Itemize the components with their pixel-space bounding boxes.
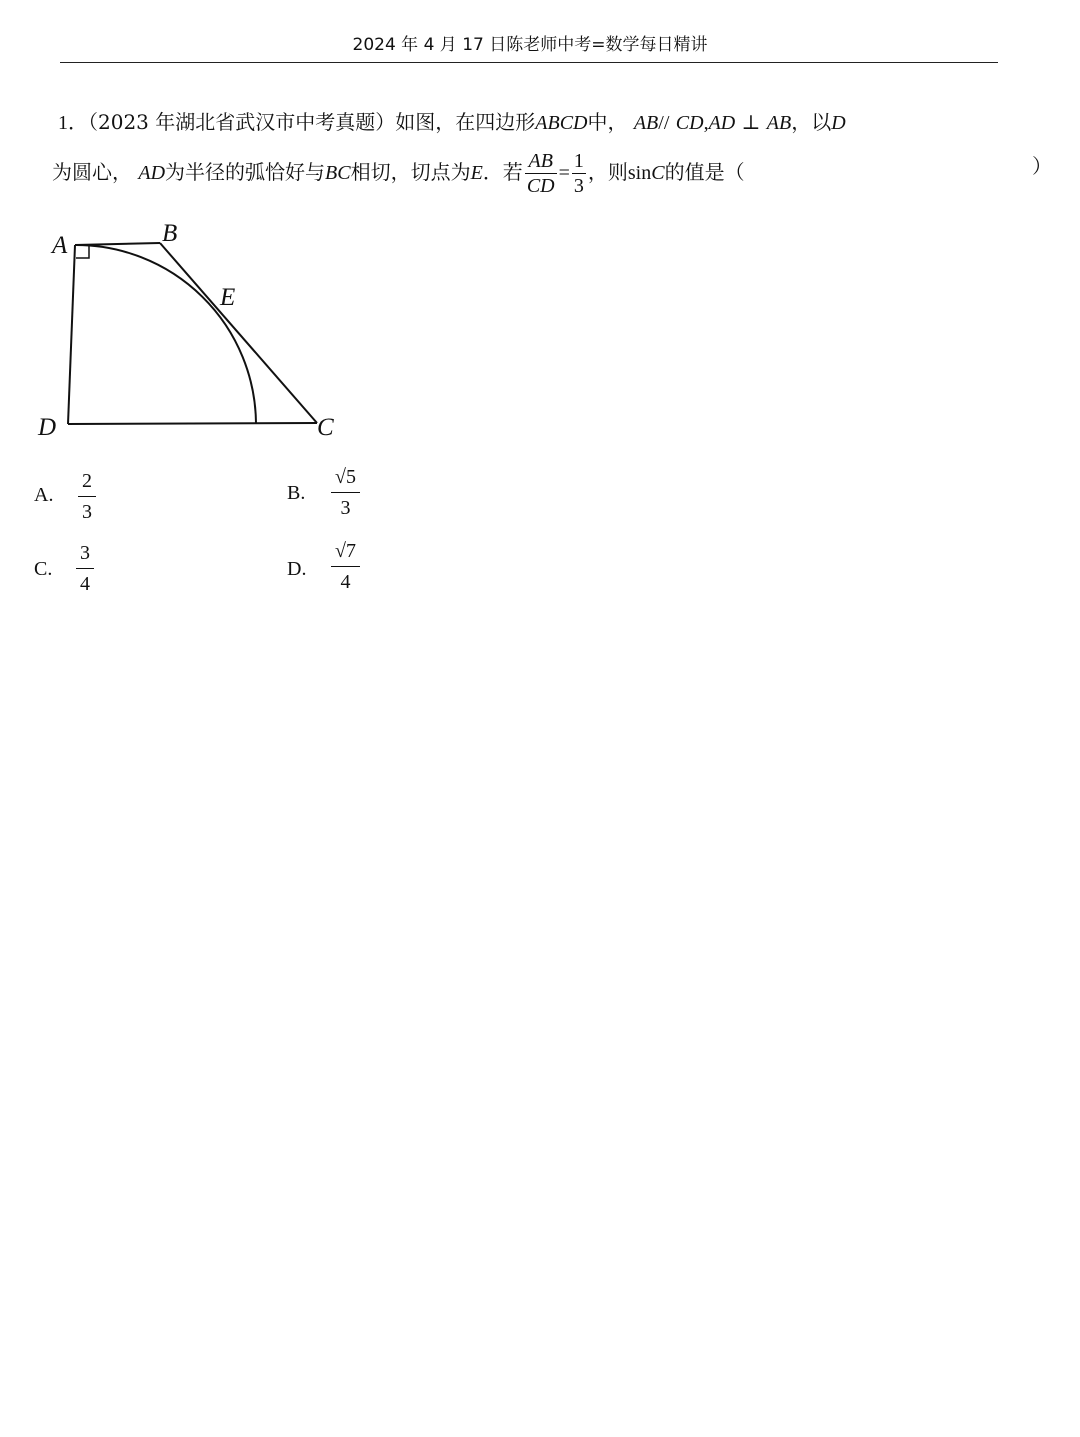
option-c-den: 4 (80, 573, 90, 595)
ratio-numerator: AB (525, 150, 557, 174)
question-line-2 (52, 150, 1052, 206)
sin-text: sin (627, 162, 652, 184)
option-b-fraction (331, 464, 360, 521)
label-c: C (317, 414, 334, 441)
ratio-denominator: CD (526, 175, 555, 197)
seg-cd: CD (675, 112, 704, 134)
side-da (68, 245, 75, 424)
option-c-fraction (76, 540, 94, 597)
point-d: D (831, 112, 846, 134)
option-a-num: 2 (78, 468, 96, 497)
quad-name: ABCD (535, 112, 588, 134)
tangent-text: 相切，切点为 (350, 160, 471, 184)
text-ze: ，则 (587, 160, 628, 184)
right-angle-mark (76, 246, 89, 258)
seg-ad: AD (708, 112, 736, 134)
question-source: ．（2023 年湖北省武汉市中考真题）如图，在四边形 (68, 110, 536, 134)
option-d[interactable] (287, 540, 407, 606)
label-e: E (220, 284, 236, 311)
seg-bc: BC (325, 162, 351, 184)
label-a: A (52, 232, 68, 259)
option-a-fraction (78, 468, 96, 525)
label-d: D (38, 414, 57, 441)
header-divider (60, 62, 998, 63)
value-denominator: 3 (573, 175, 584, 197)
label-b: B (162, 220, 178, 247)
question-line-1 (58, 106, 1008, 135)
comma: , (703, 112, 709, 134)
text-yi: ，以 (791, 110, 832, 134)
radius-text: 为半径的弧恰好与 (165, 160, 326, 184)
option-c-letter: C. (34, 558, 53, 580)
value-numerator: 1 (573, 150, 584, 172)
text-zhong: 中， (587, 110, 628, 134)
option-d-den: 4 (340, 571, 351, 593)
option-d-fraction (331, 538, 360, 595)
option-a-letter: A. (34, 484, 54, 506)
tangent-arc (75, 245, 256, 423)
value-fraction (572, 150, 586, 197)
parallel-symbol: // (658, 112, 670, 134)
option-b-num: √5 (331, 464, 360, 493)
option-d-num: √7 (331, 538, 360, 567)
option-a[interactable] (34, 470, 154, 530)
answer-blank-close: ） (1032, 154, 1052, 178)
option-b[interactable] (287, 466, 407, 530)
option-d-letter: D. (287, 558, 307, 580)
page-header: 2024 年 4 月 17 日陈老师中考=数学每日精讲 (352, 35, 708, 55)
question-number: 1 (58, 112, 68, 134)
angle-c: C (651, 162, 665, 184)
option-c[interactable] (34, 542, 154, 606)
text-wei: 为圆心， (52, 160, 132, 184)
side-bc (160, 243, 317, 423)
option-a-den: 3 (82, 501, 92, 523)
point-e: E (470, 162, 483, 184)
seg-ab: AB (633, 112, 659, 134)
option-c-num: 3 (76, 540, 94, 569)
equals-sign: = (558, 162, 570, 184)
text-ruo: ．若 (482, 160, 523, 184)
text-ask: 的值是（ (664, 160, 745, 184)
option-b-letter: B. (287, 482, 306, 504)
ratio-fraction (525, 150, 557, 197)
perp-symbol: ⊥ (741, 112, 761, 134)
option-b-den: 3 (340, 497, 351, 519)
geometry-figure (30, 215, 370, 455)
side-cd (68, 423, 317, 424)
seg-ab-2: AB (766, 112, 792, 134)
seg-ad-2: AD (138, 162, 166, 184)
